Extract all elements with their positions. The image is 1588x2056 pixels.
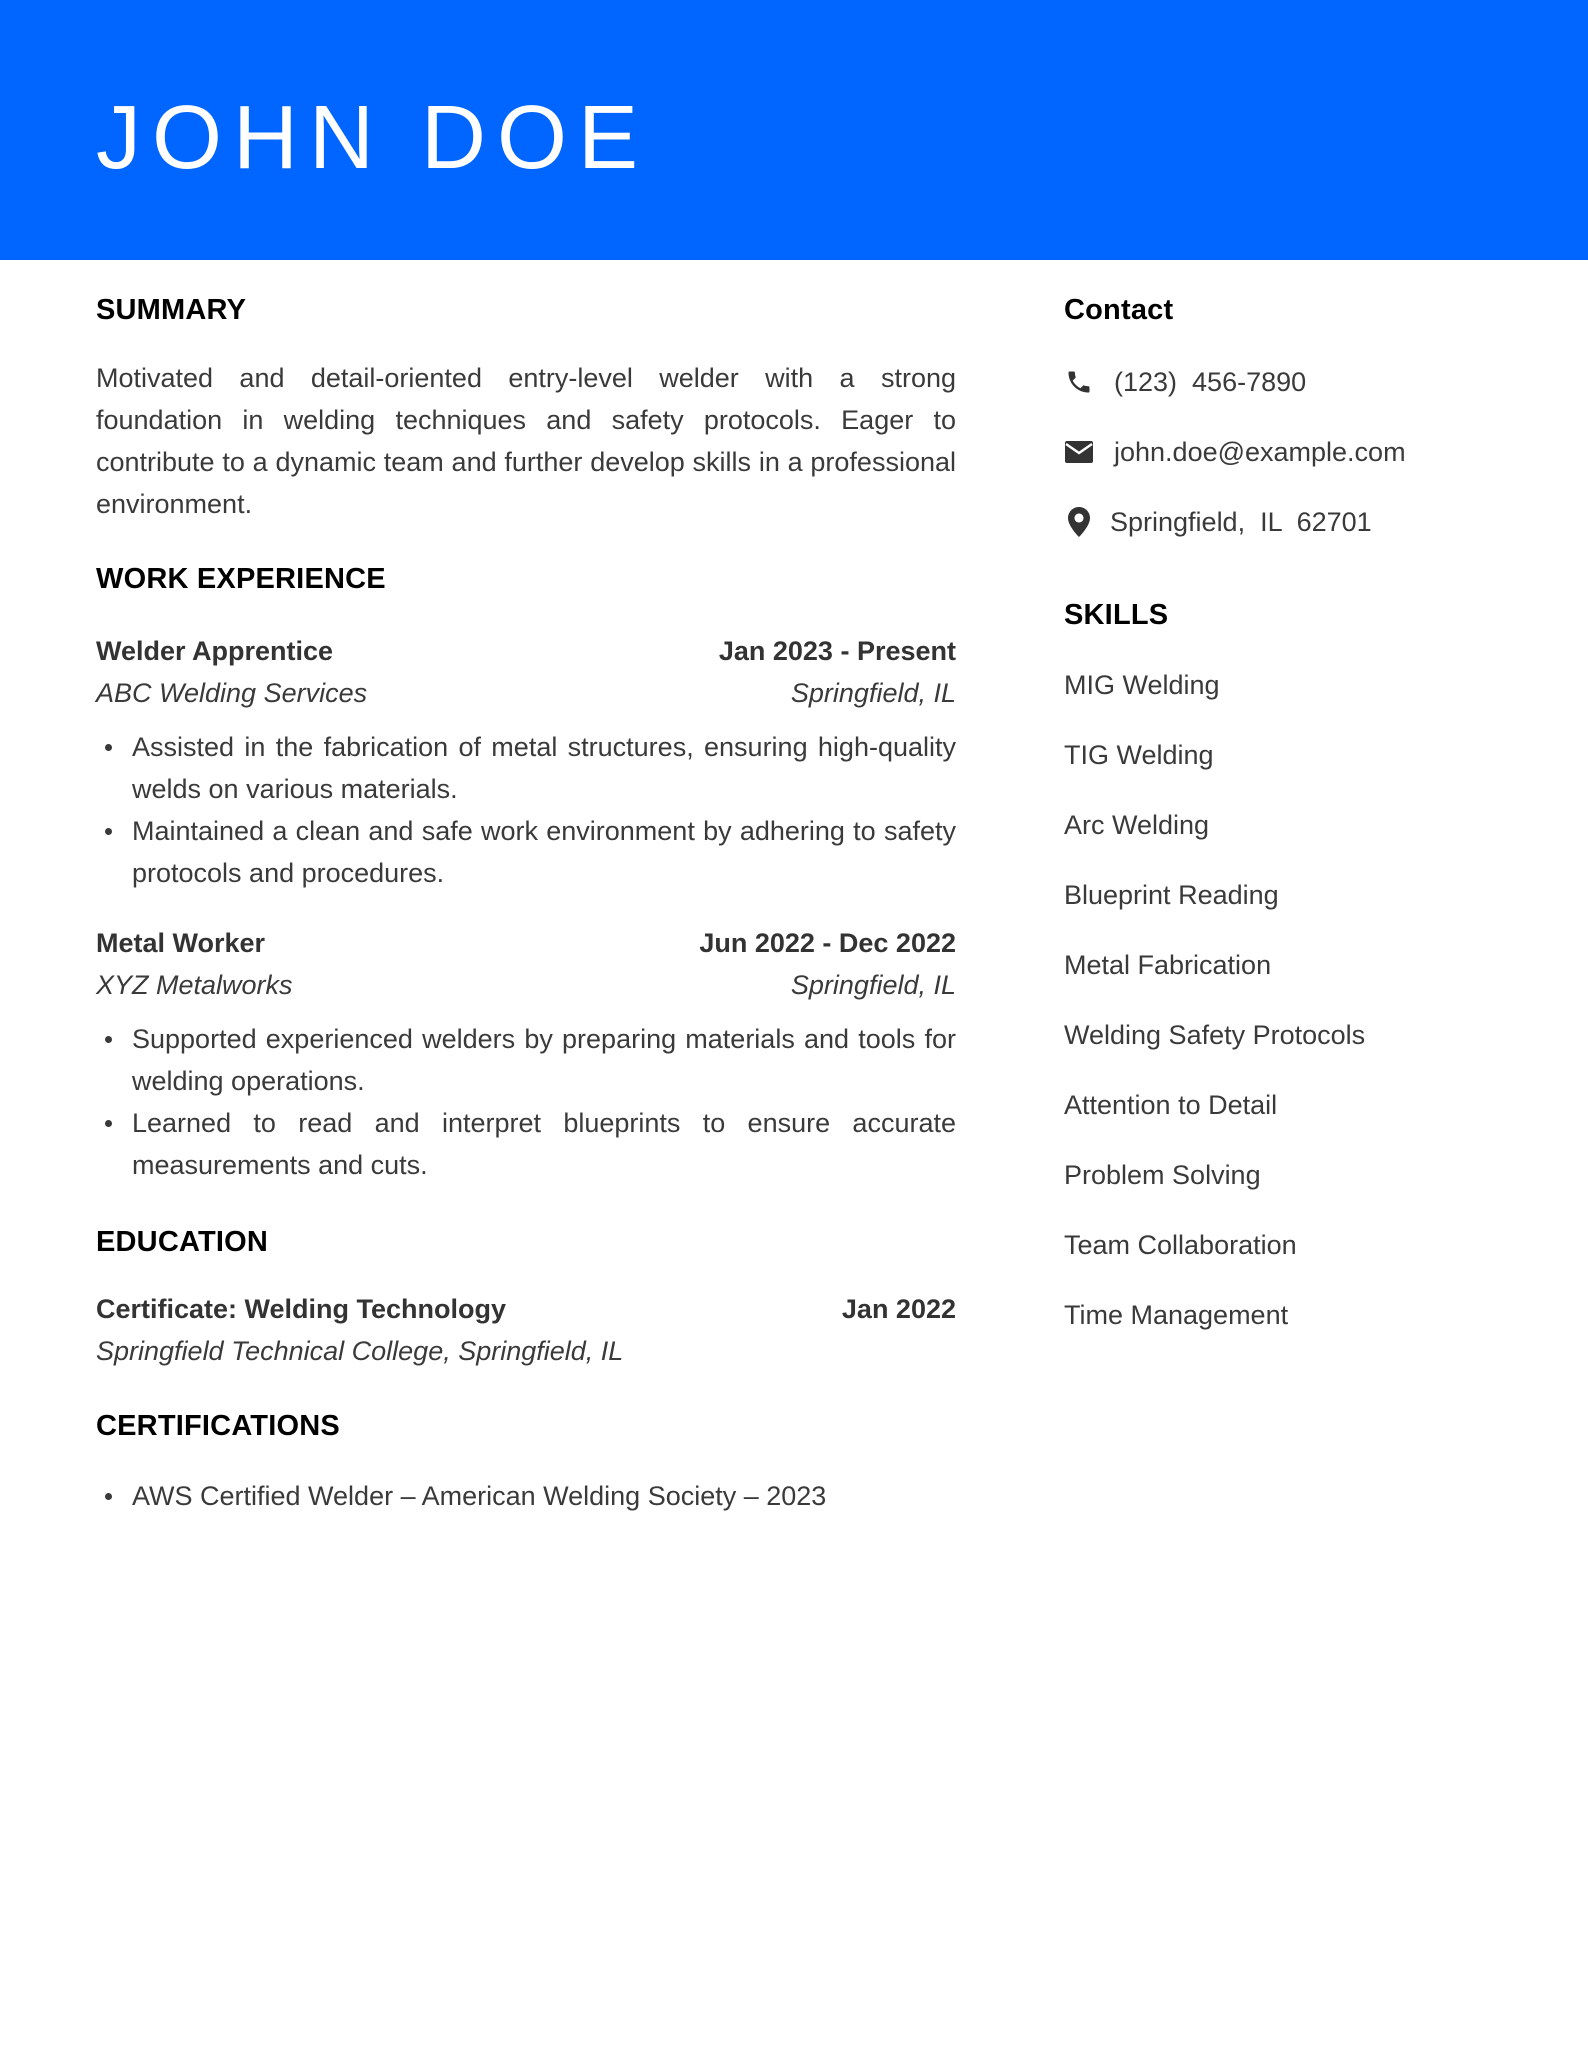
skill-item: MIG Welding bbox=[1064, 670, 1220, 700]
skill-item: Attention to Detail bbox=[1064, 1090, 1278, 1120]
job-dates: Jun 2022 - Dec 2022 bbox=[699, 928, 956, 958]
job-location: Springfield, IL bbox=[790, 678, 956, 708]
skill-item: TIG Welding bbox=[1064, 740, 1214, 770]
job-entry bbox=[96, 630, 956, 894]
skill-item: Team Collaboration bbox=[1064, 1230, 1297, 1260]
map-pin-icon bbox=[1064, 507, 1094, 537]
location-text: Springfield, IL 62701 bbox=[1110, 507, 1372, 537]
list-item: Supported experienced welders by preparing materials and tools for welding operations. bbox=[96, 1018, 956, 1102]
skill-item: Arc Welding bbox=[1064, 810, 1210, 840]
skill-item: Welding Safety Protocols bbox=[1064, 1020, 1366, 1050]
skills-list bbox=[1064, 664, 1524, 1336]
section-title-skills: SKILLS bbox=[1064, 599, 1169, 631]
email-address: john.doe@example.com bbox=[1114, 437, 1406, 467]
main-column bbox=[96, 290, 956, 1517]
education-school: Springfield Technical College, Springfield, IL bbox=[96, 1336, 624, 1366]
summary-section bbox=[96, 290, 956, 525]
job-header bbox=[96, 630, 956, 672]
job-bullets bbox=[96, 1018, 956, 1186]
skill-item: Metal Fabrication bbox=[1064, 950, 1272, 980]
phone-number: (123) 456-7890 bbox=[1114, 367, 1307, 397]
section-title-contact: Contact bbox=[1064, 294, 1174, 326]
certifications-list bbox=[96, 1475, 956, 1517]
section-title-summary: SUMMARY bbox=[96, 294, 247, 326]
education-entry bbox=[96, 1288, 956, 1372]
summary-text: Motivated and detail-oriented entry-level welder with a strong foundation in welding techniques and safety protocols. Eager to contribute to a dynamic team and further develop skills in a professional environment. bbox=[96, 363, 956, 519]
skill-item: Blueprint Reading bbox=[1064, 880, 1279, 910]
section-title-certifications: CERTIFICATIONS bbox=[96, 1410, 340, 1442]
education-subheader bbox=[96, 1330, 956, 1372]
section-title-experience: WORK EXPERIENCE bbox=[96, 563, 386, 595]
contact-email bbox=[1064, 431, 1524, 473]
job-role: Welder Apprentice bbox=[96, 636, 334, 666]
list-item: Maintained a clean and safe work environment by adhering to safety protocols and procedures. bbox=[96, 810, 956, 894]
job-role: Metal Worker bbox=[96, 928, 266, 958]
job-entry bbox=[96, 922, 956, 1186]
education-header bbox=[96, 1288, 956, 1330]
list-item: Assisted in the fabrication of metal structures, ensuring high-quality welds on various materials. bbox=[96, 726, 956, 810]
skills-section bbox=[1064, 595, 1524, 1336]
contact-location bbox=[1064, 501, 1524, 543]
education-date: Jan 2022 bbox=[841, 1294, 956, 1324]
skill-item: Problem Solving bbox=[1064, 1160, 1261, 1190]
contact-section bbox=[1064, 290, 1524, 543]
job-company: ABC Welding Services bbox=[96, 678, 368, 708]
sidebar-column bbox=[1064, 290, 1524, 1336]
job-subheader bbox=[96, 672, 956, 714]
section-title-education: EDUCATION bbox=[96, 1226, 269, 1258]
job-company: XYZ Metalworks bbox=[96, 970, 293, 1000]
list-item: Learned to read and interpret blueprints to ensure accurate measurements and cuts. bbox=[96, 1102, 956, 1186]
job-location: Springfield, IL bbox=[790, 970, 956, 1000]
job-header bbox=[96, 922, 956, 964]
job-dates: Jan 2023 - Present bbox=[718, 636, 956, 666]
envelope-icon bbox=[1064, 437, 1094, 467]
certifications-section bbox=[96, 1406, 956, 1517]
job-bullets bbox=[96, 726, 956, 894]
skill-item: Time Management bbox=[1064, 1300, 1289, 1330]
education-section bbox=[96, 1222, 956, 1372]
job-subheader bbox=[96, 964, 956, 1006]
experience-section bbox=[96, 559, 956, 1186]
candidate-name: JOHN DOE bbox=[96, 88, 650, 188]
list-item: AWS Certified Welder – American Welding Society – 2023 bbox=[96, 1475, 956, 1517]
header-banner bbox=[0, 0, 1588, 260]
education-degree: Certificate: Welding Technology bbox=[96, 1294, 507, 1324]
contact-phone bbox=[1064, 361, 1524, 403]
phone-icon bbox=[1064, 367, 1094, 397]
